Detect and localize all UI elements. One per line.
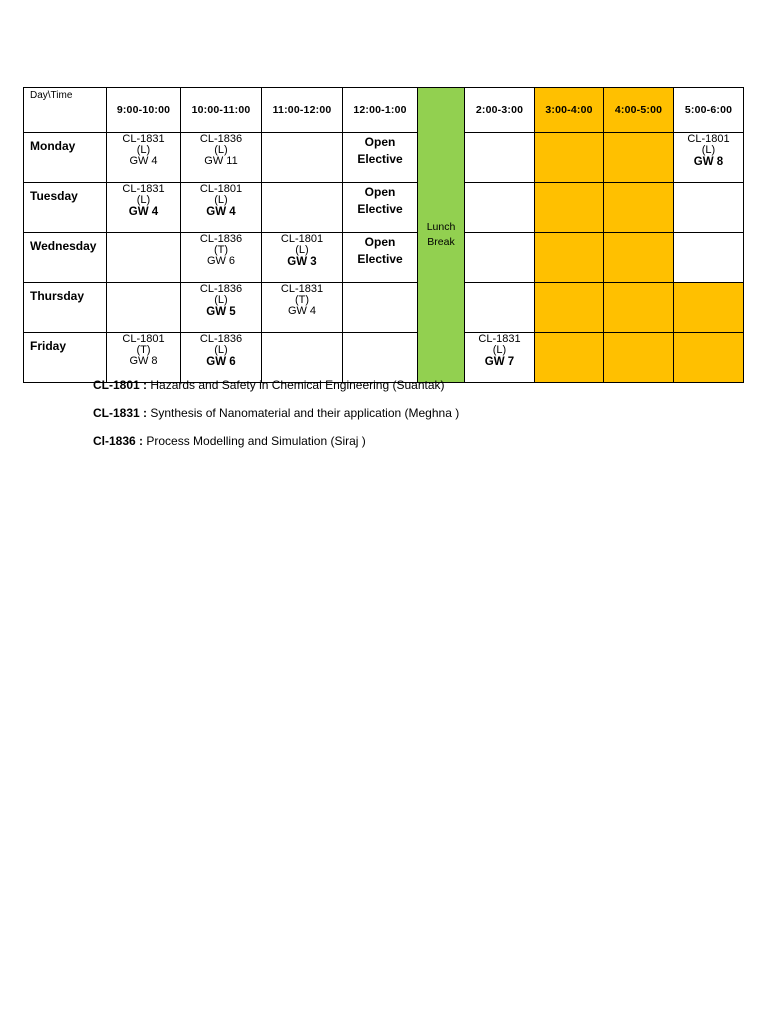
time-header: 12:00-1:00 xyxy=(343,88,418,133)
course-code: CL-1836 xyxy=(199,283,243,295)
slot-cell xyxy=(107,133,181,183)
slot-cell xyxy=(465,133,535,183)
slot-cell xyxy=(465,233,535,283)
course-code: CL-1801 xyxy=(280,233,324,245)
course-code: CL-1801 xyxy=(122,333,165,345)
slot-cell xyxy=(343,283,418,333)
day-label: Monday xyxy=(24,133,107,183)
class-type: (L) xyxy=(492,344,507,356)
group: GW 3 xyxy=(287,256,317,268)
group: GW 11 xyxy=(204,155,238,167)
legend-item-cl1831: CL-1831 : Synthesis of Nanomaterial and their application (Meghna ) xyxy=(93,406,460,420)
table-row xyxy=(24,283,744,333)
open-elective-line1: Open xyxy=(364,135,396,149)
corner-label: Day\Time xyxy=(24,88,107,133)
slot-cell xyxy=(604,233,674,283)
slot-cell xyxy=(535,283,604,333)
slot-cell xyxy=(465,283,535,333)
slot-cell xyxy=(465,183,535,233)
group: GW 8 xyxy=(693,156,724,168)
course-code: CL-1801 xyxy=(199,183,243,195)
slot-cell xyxy=(535,333,604,383)
slot-cell xyxy=(343,133,418,183)
slot-cell xyxy=(535,233,604,283)
day-label: Tuesday xyxy=(24,183,107,233)
slot-cell xyxy=(535,133,604,183)
slot-cell xyxy=(343,333,418,383)
time-header: 3:00-4:00 xyxy=(535,88,604,133)
time-header: 4:00-5:00 xyxy=(604,88,674,133)
course-code: CL-1831 xyxy=(122,183,165,195)
slot-cell xyxy=(604,133,674,183)
legend-code: CL-1831 xyxy=(93,406,140,420)
class-type: (L) xyxy=(214,144,228,156)
open-elective-line1: Open xyxy=(364,235,396,249)
slot-cell xyxy=(343,233,418,283)
time-header: 10:00-11:00 xyxy=(181,88,262,133)
slot-cell xyxy=(674,283,744,333)
slot-cell xyxy=(262,333,343,383)
slot-cell xyxy=(674,233,744,283)
course-code: CL-1831 xyxy=(280,283,324,295)
open-elective-line1: Open xyxy=(364,185,396,199)
course-code: CL-1801 xyxy=(687,133,730,145)
slot-cell xyxy=(262,133,343,183)
slot-cell xyxy=(262,283,343,333)
lunch-break-cell xyxy=(418,88,465,383)
class-type: (L) xyxy=(295,244,309,256)
course-code: CL-1836 xyxy=(199,133,243,145)
slot-cell xyxy=(181,333,262,383)
class-type: (T) xyxy=(294,294,310,306)
class-type: (T) xyxy=(136,344,151,356)
table-row xyxy=(24,233,744,283)
slot-cell xyxy=(181,133,262,183)
slot-cell xyxy=(343,183,418,233)
slot-cell xyxy=(262,183,343,233)
class-type: (L) xyxy=(136,144,151,156)
slot-cell xyxy=(604,183,674,233)
slot-cell xyxy=(107,183,181,233)
table-row xyxy=(24,133,744,183)
class-type: (L) xyxy=(214,294,228,306)
legend-item-cl1801: CL-1801 : Hazards and Safety in Chemical Engineering (Suantak) xyxy=(93,378,445,392)
lunch-label-line1: Lunch xyxy=(426,221,456,233)
legend-text: Process Modelling and Simulation (Siraj ) xyxy=(146,434,366,448)
open-elective-line2: Elective xyxy=(357,252,403,266)
group: GW 8 xyxy=(129,355,158,367)
slot-cell xyxy=(674,183,744,233)
time-header: 11:00-12:00 xyxy=(262,88,343,133)
course-code: CL-1836 xyxy=(199,333,243,345)
slot-cell xyxy=(181,233,262,283)
course-code: CL-1836 xyxy=(199,233,243,245)
slot-cell xyxy=(181,283,262,333)
class-type: (L) xyxy=(214,194,228,206)
group: GW 4 xyxy=(129,155,158,167)
day-label: Wednesday xyxy=(24,233,107,283)
group: GW 5 xyxy=(206,306,236,318)
class-type: (T) xyxy=(213,244,229,256)
slot-cell xyxy=(674,133,744,183)
open-elective-line2: Elective xyxy=(357,152,403,166)
group: GW 6 xyxy=(206,255,236,267)
day-label: Friday xyxy=(24,333,107,383)
group: GW 4 xyxy=(206,206,236,218)
slot-cell xyxy=(674,333,744,383)
slot-cell xyxy=(262,233,343,283)
open-elective-line2: Elective xyxy=(357,202,403,216)
legend-code: Cl-1836 xyxy=(93,434,136,448)
group: GW 4 xyxy=(128,206,159,218)
legend-text: Hazards and Safety in Chemical Engineering (Suantak) xyxy=(150,378,445,392)
course-code: CL-1831 xyxy=(478,333,521,345)
slot-cell xyxy=(107,333,181,383)
table-row xyxy=(24,333,744,383)
timetable xyxy=(23,87,744,383)
group: GW 6 xyxy=(206,356,236,368)
slot-cell xyxy=(604,333,674,383)
group: GW 4 xyxy=(287,305,317,317)
header-row xyxy=(24,88,744,133)
slot-cell xyxy=(604,283,674,333)
course-code: CL-1831 xyxy=(122,133,165,145)
slot-cell xyxy=(535,183,604,233)
group: GW 7 xyxy=(484,356,515,368)
time-header: 5:00-6:00 xyxy=(674,88,744,133)
legend-code: CL-1801 xyxy=(93,378,140,392)
class-type: (L) xyxy=(701,144,716,156)
table-row xyxy=(24,183,744,233)
class-type: (L) xyxy=(136,194,151,206)
slot-cell xyxy=(107,283,181,333)
legend-text: Synthesis of Nanomaterial and their application (Meghna ) xyxy=(150,406,460,420)
legend-item-cl1836: Cl-1836 : Process Modelling and Simulation (Siraj ) xyxy=(93,434,366,448)
lunch-label-line2: Break xyxy=(427,236,455,248)
slot-cell xyxy=(181,183,262,233)
time-header: 9:00-10:00 xyxy=(107,88,181,133)
day-label: Thursday xyxy=(24,283,107,333)
class-type: (L) xyxy=(214,344,228,356)
time-header: 2:00-3:00 xyxy=(465,88,535,133)
slot-cell xyxy=(107,233,181,283)
slot-cell xyxy=(465,333,535,383)
